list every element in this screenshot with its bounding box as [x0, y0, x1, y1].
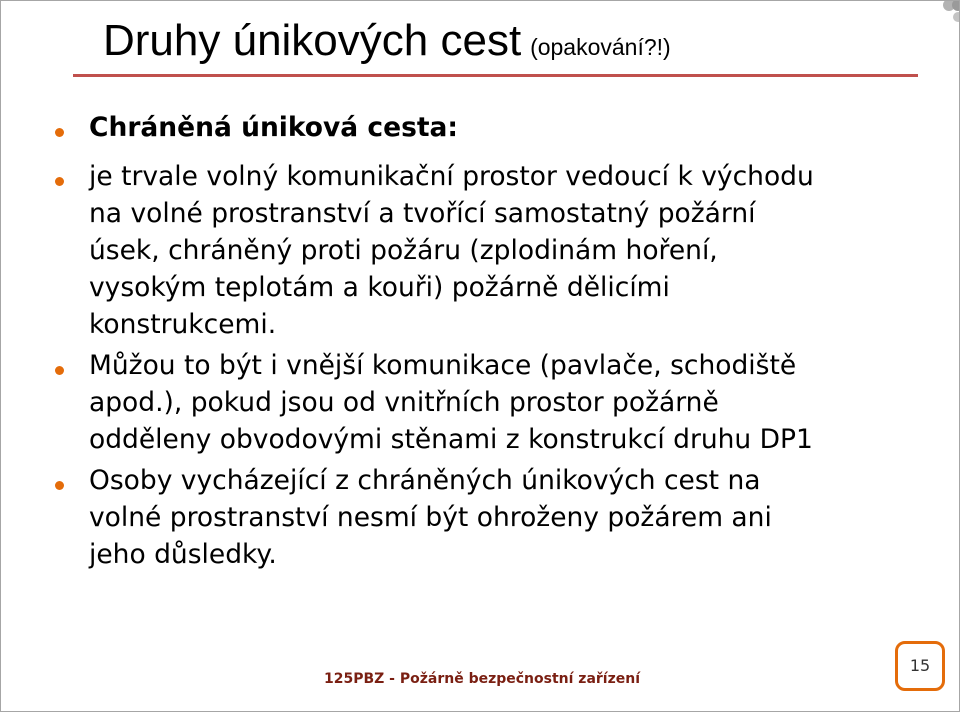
- page-number-badge: 15: [895, 641, 945, 691]
- title-underline: [73, 74, 918, 77]
- corner-dots-icon: [919, 1, 959, 31]
- bullet-text-line: je trvale volný komunikační prostor vedoucí k východu: [89, 161, 814, 192]
- bullet-text-line: vysokým teplotám a kouři) požárně dělicími: [89, 272, 670, 303]
- slide-title-suffix: (opakování?!): [530, 34, 671, 60]
- bullet-text-line: úsek, chráněný proti požáru (zplodinám hoření,: [89, 235, 718, 266]
- bullet-item-protected-escape-route: [55, 109, 935, 146]
- bullet-text-line: jeho důsledky.: [89, 539, 277, 570]
- bullet-text-line: konstrukcemi.: [89, 309, 277, 340]
- bullet-dot-icon: [55, 128, 64, 137]
- bullet-text-line: Osoby vycházející z chráněných únikových cest na: [89, 465, 761, 496]
- bullet-text-line: apod.), pokud jsou od vnitřních prostor požárně: [89, 387, 719, 418]
- bullet-text-line: volné prostranství nesmí být ohroženy požárem ani: [89, 502, 772, 533]
- bullet-text-line: odděleny obvodovými stěnami z konstrukcí druhu DP1: [89, 424, 813, 455]
- bullet-text-line: na volné prostranství a tvořící samostatný požární: [89, 198, 756, 229]
- bullet-text-line: Můžou to být i vnější komunikace (pavlače, schodiště: [89, 350, 797, 381]
- slide-title-main: Druhy únikových cest: [103, 16, 522, 65]
- bullet-item-definition: [55, 158, 935, 343]
- bullet-list: [55, 109, 935, 573]
- bullet-dot-icon: [55, 481, 64, 490]
- bullet-item-persons-exiting: [55, 462, 935, 573]
- bullet-item-external-communications: [55, 347, 935, 458]
- slide-title: [103, 15, 671, 68]
- bullet-dot-icon: [55, 177, 64, 186]
- bullet-text-line: Chráněná úniková cesta:: [89, 112, 458, 143]
- footer-course-title: 125PBZ - Požárně bezpečnostní zařízení: [324, 671, 641, 687]
- bullet-dot-icon: [55, 366, 64, 375]
